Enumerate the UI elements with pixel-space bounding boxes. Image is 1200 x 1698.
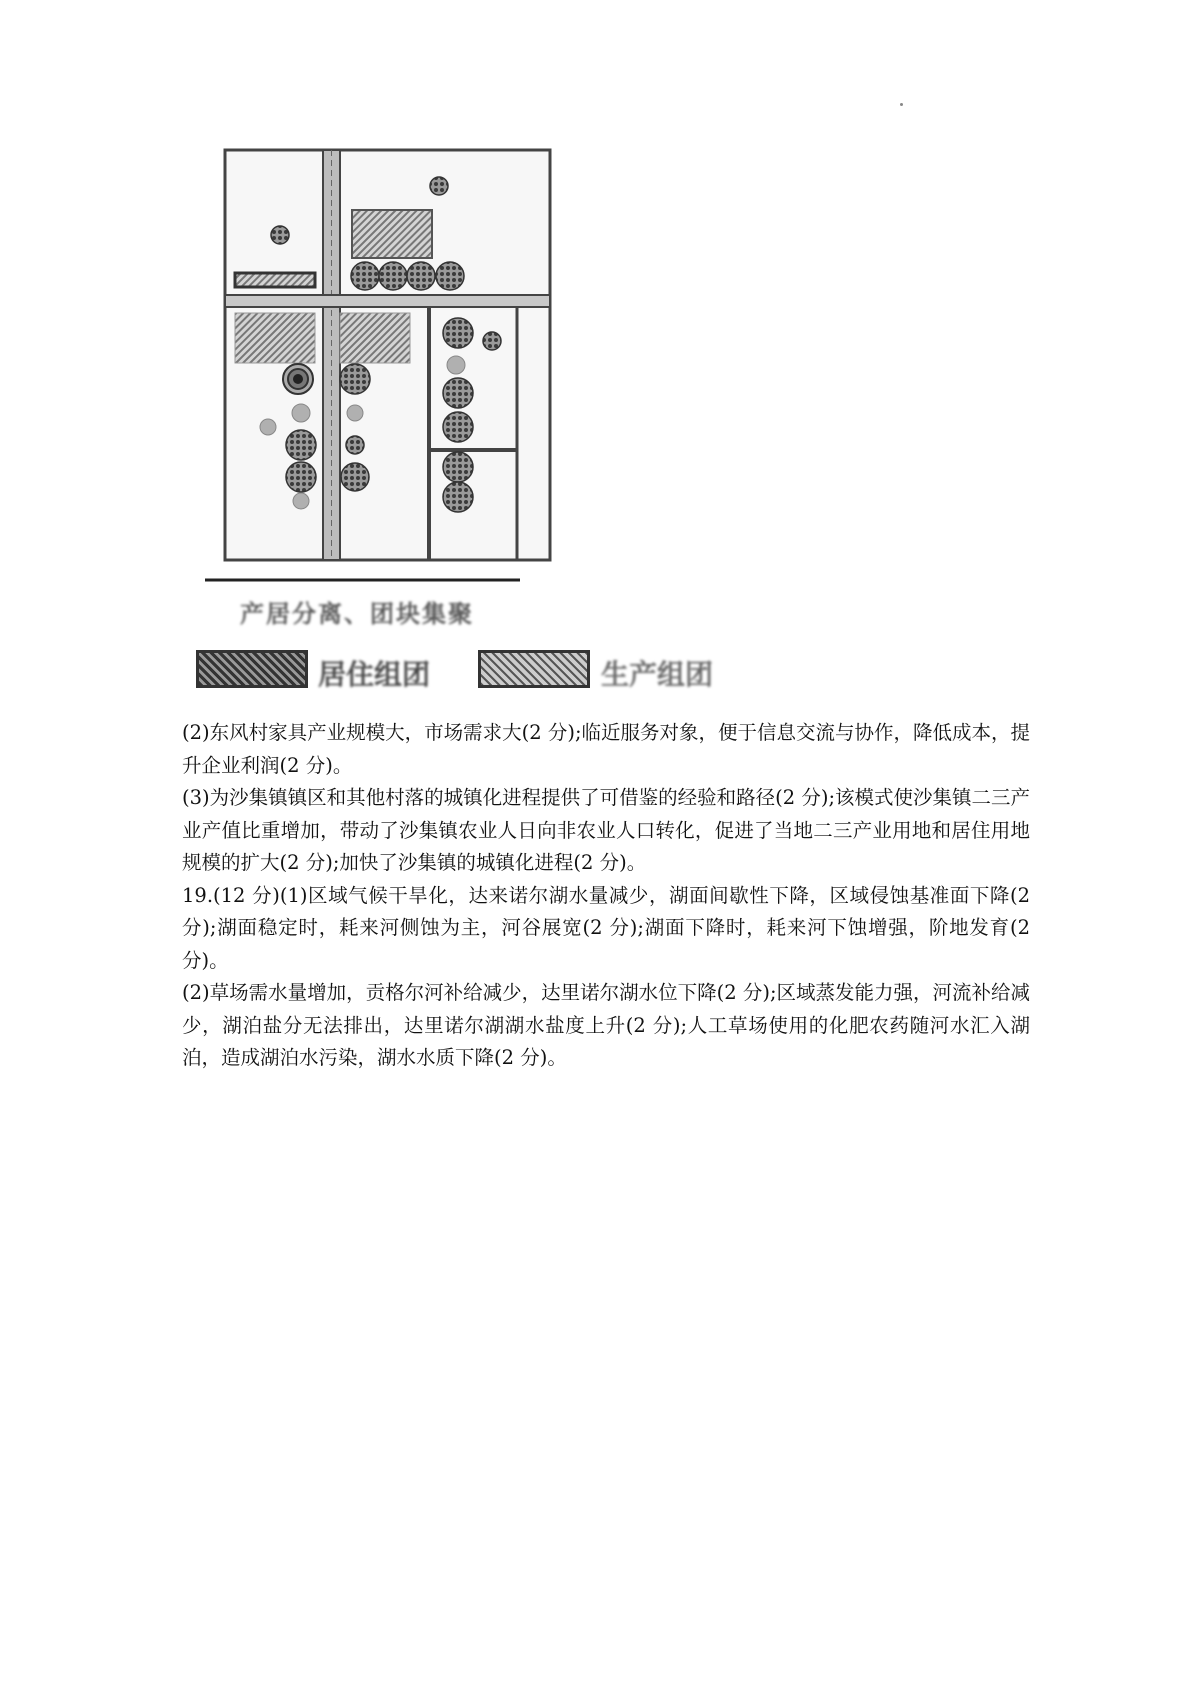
town-layout-diagram (205, 145, 590, 595)
answer-text (182, 717, 1030, 1075)
answer-paragraph: 19.(12 分)(1)区域气候干旱化，达来诺尔湖水量减少，湖面间歇性下降，区域侵蚀基准面下降(2 分);湖面稳定时，耗来河侧蚀为主，河谷展宽(2 分);湖面下降时，耗来河下蚀增强，阶地发育(2 分)。 (182, 883, 1030, 972)
production-block-center (340, 313, 410, 363)
production-legend-label: 生产组团 (601, 658, 714, 691)
residential-swatch (196, 650, 308, 688)
answer-paragraph: (2)东风村家具产业规模大，市场需求大(2 分);临近服务对象，便于信息交流与协作，降低成本，提升企业利润(2 分)。 (182, 721, 1031, 777)
town-layout-map (205, 145, 590, 595)
diagram-legend (196, 645, 756, 693)
production-block-left (235, 313, 315, 363)
production-block-small (235, 273, 315, 287)
production-swatch (478, 650, 590, 688)
residential-legend-label: 居住组团 (318, 658, 431, 691)
answer-paragraph: (2)草场需水量增加，贡格尔河补给减少，达里诺尔湖水位下降(2 分);区域蒸发能力强，河流补给减少，湖泊盐分无法排出，达里诺尔湖湖水盐度上升(2 分);人工草场使用的化肥农药随河水汇入湖泊，造成湖泊水污染，湖水水质下降(2 分)。 (182, 981, 1031, 1069)
main-road-horizontal (225, 295, 550, 307)
stray-dot (900, 103, 903, 106)
production-block-top (352, 210, 432, 258)
answer-paragraph: (3)为沙集镇镇区和其他村落的城镇化进程提供了可借鉴的经验和路径(2 分);该模式使沙集镇二三产业产值比重增加，带动了沙集镇农业人日向非农业人口转化，促进了当地二三产业用地和居住用地规模的扩大(2 分);加快了沙集镇的城镇化进程(2 分)。 (182, 786, 1031, 874)
town-center-marker (283, 364, 313, 394)
diagram-caption: 产居分离、团块集聚 (240, 600, 474, 628)
